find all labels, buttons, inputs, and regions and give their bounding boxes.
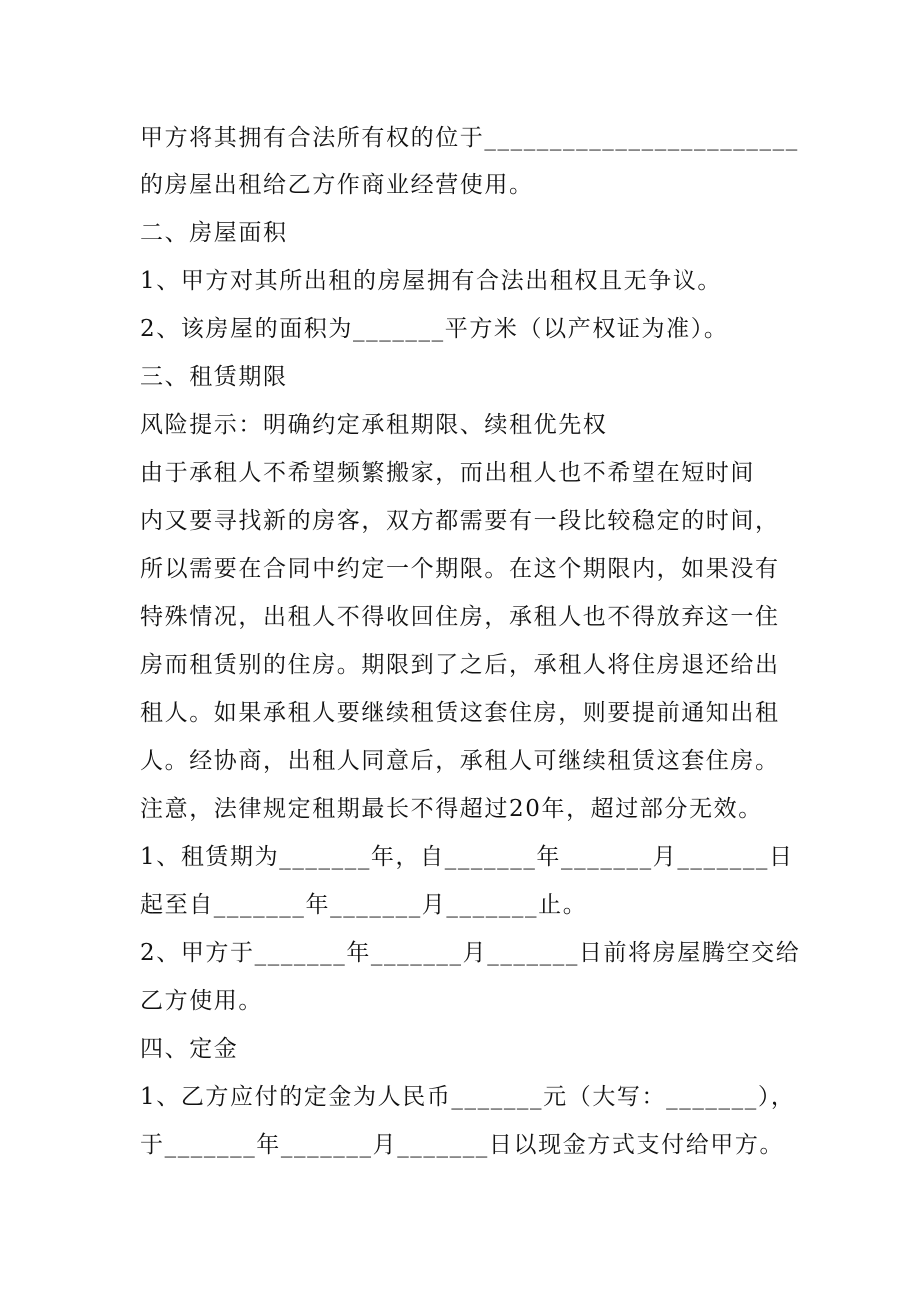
area-item-1: 1、甲方对其所出租的房屋拥有合法出租权且无争议。 <box>140 268 723 294</box>
explanation-line: 内又要寻找新的房客，双方都需要有一段比较稳定的时间， <box>140 508 780 534</box>
deposit-item-1: 1、乙方应付的定金为人民币_______元（大写：_______）， <box>140 1084 796 1110</box>
explanation-line: 人。经协商，出租人同意后，承租人可继续租赁这套住房。 <box>140 748 780 774</box>
term-item-1-continued: 起至自_______年_______月_______止。 <box>140 892 588 918</box>
term-item-1: 1、租赁期为_______年，自_______年_______月_______日 <box>140 844 794 870</box>
section-heading-term: 三、租赁期限 <box>140 364 288 390</box>
explanation-line: 特殊情况，出租人不得收回住房，承租人也不得放弃这一住 <box>140 604 780 630</box>
explanation-line: 房而租赁别的住房。期限到了之后，承租人将住房退还给出 <box>140 652 780 678</box>
legal-note: 注意，法律规定租期最长不得超过20年，超过部分无效。 <box>140 796 763 822</box>
explanation-line: 所以需要在合同中约定一个期限。在这个期限内，如果没有 <box>140 556 780 582</box>
explanation-line: 由于承租人不希望频繁搬家，而出租人也不希望在短时间 <box>140 460 755 486</box>
term-item-2-continued: 乙方使用。 <box>140 988 263 1014</box>
clause-usage-line: 的房屋出租给乙方作商业经营使用。 <box>140 172 534 198</box>
explanation-line: 租人。如果承租人要继续租赁这套住房，则要提前通知出租 <box>140 700 780 726</box>
term-item-2: 2、甲方于_______年_______月_______日前将房屋腾空交给 <box>140 940 801 966</box>
deposit-item-1-continued: 于_______年_______月_______日以现金方式支付给甲方。 <box>140 1132 785 1158</box>
section-heading-deposit: 四、定金 <box>140 1036 239 1062</box>
area-item-2: 2、该房屋的面积为_______平方米（以产权证为准）。 <box>140 316 729 342</box>
clause-location-line: 甲方将其拥有合法所有权的位于________________________ <box>140 125 799 151</box>
section-heading-area: 二、房屋面积 <box>140 220 288 246</box>
risk-tip: 风险提示：明确约定承租期限、续租优先权 <box>140 412 608 438</box>
